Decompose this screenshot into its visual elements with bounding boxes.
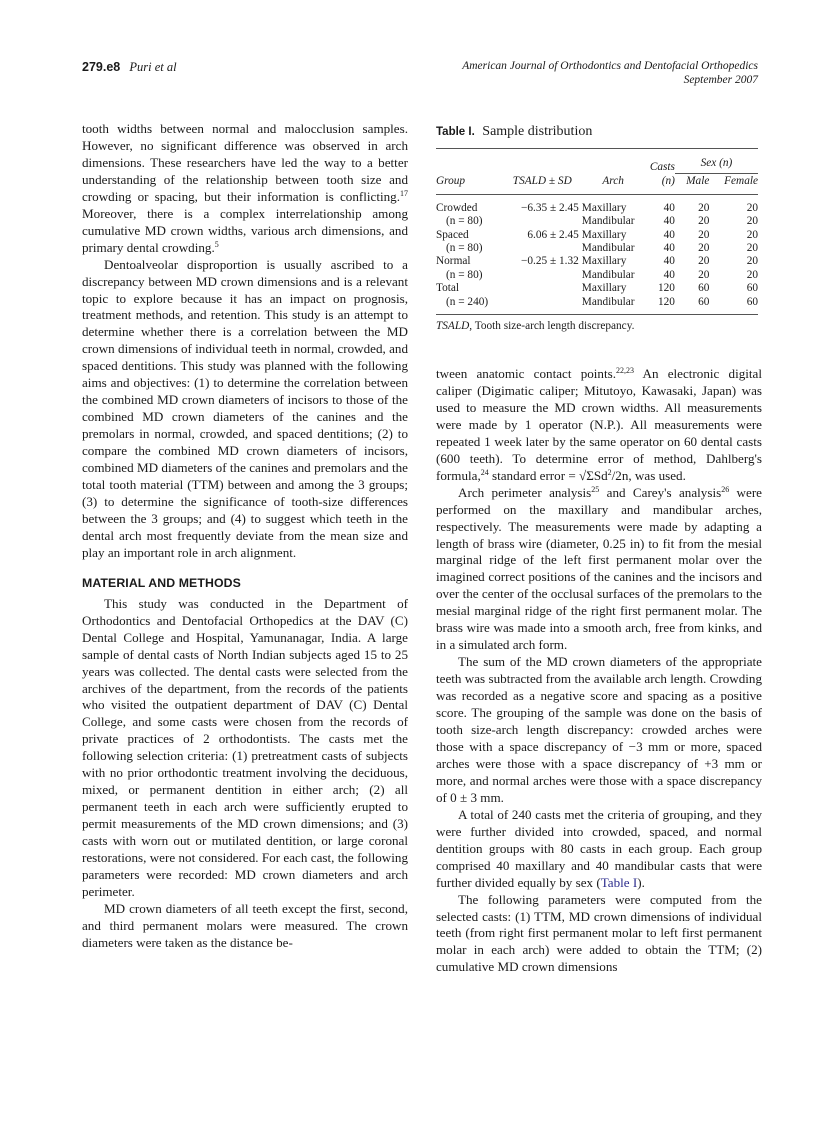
table-row: (n = 80) Mandibular 40 20 20 (446, 268, 758, 281)
paragraph: MD crown diameters of all teeth except the first, second, and third permanent molars were measured. The crown diameters were taken as the distance be- (82, 900, 408, 950)
header-casts-line1: Casts (649, 160, 675, 173)
table-title: Sample distribution (482, 124, 593, 139)
header-casts-line2: (n) (661, 175, 675, 188)
citation-ref[interactable]: 22,23 (616, 366, 634, 375)
author-running-head: Puri et al (129, 60, 177, 74)
paragraph: tween anatomic contact points.$^{22,23}$ An electronic digital caliper (Digimatic caliper; Mitutoyo, Kawasaki, Japan) was used to measure the MD crown widths. All measurements were made by 1 operator (N.P.). All measurements were repeated 1 week later by the same operator on 60 dental casts (600 teeth). To determine error of method, Dahlberg's formula,$^{24}$ standard error = √ΣSd$^2$/2n, was used. (436, 366, 762, 483)
right-column (436, 366, 762, 976)
paragraph: A total of 240 casts met the criteria of grouping, and they were further divided into crowded, spaced, and normal dentition groups with 80 casts in each group. Each group comprised 40 maxillary and 40 mandibular casts that were further divided equally by sex (Table I). (436, 806, 762, 890)
header-group: Group (436, 175, 466, 188)
table-row: (n = 240) Mandibular 120 60 60 (436, 296, 758, 315)
citation-ref[interactable]: 17 (400, 188, 408, 198)
citation-ref[interactable]: 5 (214, 239, 219, 249)
paragraph: The sum of the MD crown diameters of the appropriate teeth was subtracted from the available arch length. Crowding was recorded as a negative score and spacing as a positive score. The grouping of the sample was done on the basis of tooth size-arch length discrepancy: crowded arches were those with a space discrepancy of −3 mm or more, spaced arches were those with a space discrepancy of +3 mm or more, and normal arches were those with a space discrepancy of 0 ± 3 mm. (436, 654, 762, 805)
table-label: Table I. (436, 126, 475, 138)
table-row: Crowded −6.35 ± 2.45 Maxillary 40 20 20 (436, 201, 758, 214)
table-link[interactable]: Table I (600, 874, 638, 890)
header-male: Male (686, 175, 710, 188)
running-header-left (82, 60, 177, 75)
paragraph: This study was conducted in the Department of Orthodontics and Dentofacial Orthopedics at the DAV (C) Dental College and Hospital, Yamunanagar, India. A large sample of dental casts of North Indian subjects aged 15 to 25 years was collected. The dental casts were selected from the archives of the department, from the records of the patients who visited the outpatient department of DAV (C) Dental College, and some casts were chosen from the records of private practices of 2 orthodontists. The casts met the following selection criteria: (1) pretreatment casts of subjects with no prior orthodontic treatment involving the deciduous, mixed, or permanent dentition in either arch; (2) all permanent teeth in each arch were sufficiently erupted to permit measurements of the MD crown dimensions; and (3) casts with worn out or mutilated dentition, or large coronal restorations, were not considered. For each cast, the following parameters were recorded: MD crown diameters and arch perimeter. (82, 595, 408, 899)
paragraph: Dentoalveolar disproportion is usually ascribed to a discrepancy between MD crown dimensions and is a relevant topic to explore because it has an impact on prognosis, treatment methods, and retention. This study is an attempt to determine whether there is a correlation between the MD crown dimensions of individual teeth in normal, crowded, and spaced dentitions. This study was planned with the following aims and objectives: (1) to determine the correlation between the combined MD crown diameters of incisors to those of the combined MD crown diameters of the canines and the premolars in normal, crowded, and spaced dentitions; (2) to compare the combined MD crown diameters of incisors, combined MD diameters of the canines and premolars and the total tooth material (TTM) between and among the 3 groups; (3) to determine the significance of tooth-size differences between the 3 groups; and (4) to suggest which teeth in the dental arch most frequently deviate from the mean size and play an important role in arch alignment. (82, 256, 408, 560)
sample-distribution-table (436, 124, 758, 332)
citation-ref[interactable]: 25 (591, 484, 600, 494)
section-heading: MATERIAL AND METHODS (82, 575, 241, 590)
table-caption (436, 124, 758, 140)
table-footnote: TSALD, Tooth size-arch length discrepancy. (436, 320, 635, 333)
header-tsald: TSALD ± SD (512, 175, 572, 188)
table-row: (n = 80) Mandibular 40 20 20 (446, 215, 758, 228)
citation-ref[interactable]: 26 (721, 484, 730, 494)
page-number: 279.e8 (82, 60, 121, 74)
left-column (82, 121, 408, 952)
journal-name: American Journal of Orthodontics and Dentofacial Orthopedics (462, 60, 758, 72)
header-sex: Sex (n) (675, 149, 758, 174)
superscript: 2 (607, 467, 612, 477)
running-header-right (462, 59, 758, 87)
paragraph: tooth widths between normal and malocclusion samples. However, no significant difference was observed in arch dimensions. These researchers have led the way to a better understanding of the relationship between tooth size and crowding or spacing, but their information is conflicting.$^{17}$ Moreover, there is a complex interrelationship among cumulative MD crown widths, various arch dimensions, and primary dental crowding.$^5$ (82, 121, 408, 255)
footnote-abbreviation: TSALD, (436, 320, 473, 333)
table-row: Spaced 6.06 ± 2.45 Maxillary 40 20 20 (436, 228, 758, 241)
header-arch: Arch (602, 175, 624, 188)
table-row: Normal −0.25 ± 1.32 Maxillary 40 20 20 (436, 255, 758, 268)
citation-ref[interactable]: 24 (480, 467, 489, 477)
table-row: (n = 80) Mandibular 40 20 20 (446, 242, 758, 255)
table-row: Total Maxillary 120 60 60 (436, 282, 758, 295)
data-table (436, 148, 758, 315)
paragraph: Arch perimeter analysis$^{25}$ and Carey's analysis$^{26}$ were performed on the maxillary and mandibular arches, respectively. The measurements were made by adapting a length of brass wire (diameter, 0.25 in) to fit from the mesial marginal ridge of the left first permanent molar over the imagined correct positions of the canines and the incisors and over the center of the occlusal surfaces of the premolars to the mesial marginal ridge of the right first permanent molar. The brass wire was made into a smooth arch, free from kinks, and in a simulated arch form. (436, 484, 762, 653)
issue-date: September 2007 (683, 74, 758, 86)
paragraph: The following parameters were computed from the selected casts: (1) TTM, MD crown dimensions of individual teeth (from right first permanent molar to left first permanent molar in each arch) were added to obtain the TTM; (2) cumulative MD crown dimensions (436, 891, 762, 975)
header-female: Female (724, 175, 758, 188)
